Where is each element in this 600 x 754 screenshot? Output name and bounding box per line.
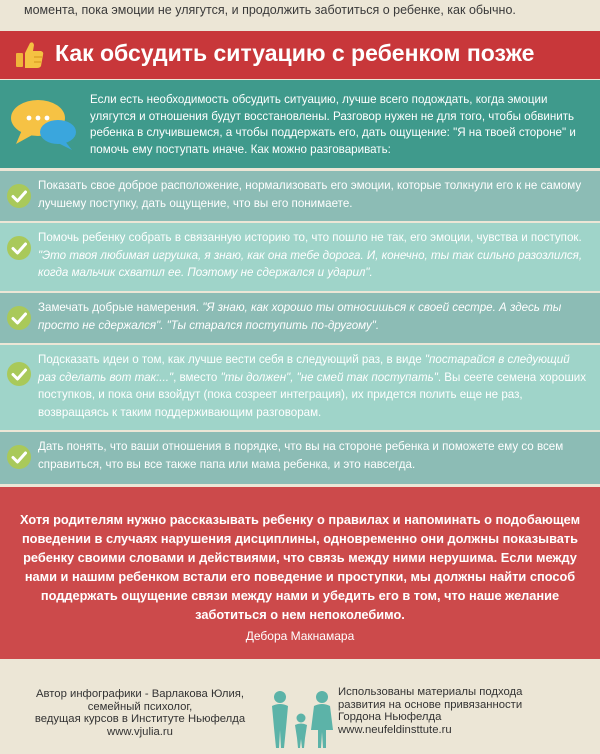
source-line: развития на основе привязанности (338, 698, 523, 711)
title-bar (0, 31, 600, 79)
author-line: Автор инфографики - Варлакова Юлия, (35, 688, 245, 700)
tip-item (0, 432, 600, 484)
source-line: Использованы материалы подхода (338, 686, 523, 698)
tip-item (0, 345, 600, 430)
tip-text (38, 438, 590, 473)
source-site-link[interactable]: www.neufeldinsttute.ru (338, 723, 452, 736)
author-line: семейный психолог, (87, 700, 193, 713)
page-title: Как обсудить ситуацию с ребенком позже (55, 40, 535, 66)
quote-section (0, 487, 600, 659)
source-credit (338, 686, 596, 736)
tip-text-regular: Подсказать идеи о том, как лучше вести себя в следующий раз, в виде (38, 353, 425, 366)
tip-text (38, 229, 590, 282)
thumbs-up-icon (14, 39, 46, 71)
tip-text-regular: Показать свое доброе расположение, нормализовать его эмоции, которые толкнули его к не самому лучшему поступку, дать ощущение, что вы его понимаете. (38, 179, 582, 210)
tip-text-regular: , вместо (173, 370, 221, 384)
tip-text-regular: Замечать добрые намерения. (38, 301, 203, 314)
intro-text: Если есть необходимость обсудить ситуацию, лучше всего подождать, когда эмоции улягутся и отношения будут восстановлены. Разговор нужен не для того, чтобы обвинить ребенка в случившемся, а чтобы поддержать его, дать ощущение: "Я на твоей стороне" и помочь ему поступать иначе. Как можно разговаривать: (90, 93, 576, 156)
quote-text: Хотя родителям нужно рассказывать ребенку о правилах и напоминать о подобающем поведении в случаях нарушения дисциплины, одновременно они должны показывать ребенку своими словами и действиями, что связь между ними нерушима. Если между нами и нашим ребенком встали его поведение и проступки, мы должны найти способ поддержать ощущение связи между нами и убедить его в том, что наше желание заботиться о нем непоколебимо. (19, 512, 581, 622)
tip-text-regular: . Вы сеете семена хороших поступков, и пока они взойдут (пока созреет интеграция), их придется полить еще не раз, возвращаясь к таким поддерживающим разговорам. (38, 370, 587, 419)
checkmark-icon (6, 183, 32, 209)
author-credit (14, 688, 266, 738)
tip-text (38, 177, 590, 212)
tip-text-italic: "постарайся в следующий раз сделать вот так:..." (38, 353, 570, 384)
quote-author: Дебора Макнамара (245, 629, 355, 643)
intro-section (0, 80, 600, 168)
tip-text-italic: "Я знаю, как хорошо ты относишься к своей сестре. А здесь ты просто не сдержался". "Ты старался поступить по-другому". (38, 301, 562, 332)
checkmark-icon (6, 235, 32, 261)
checkmark-icon (6, 444, 32, 470)
checkmark-icon (6, 361, 32, 387)
top-line-text: момента, пока эмоции не улягутся, и продолжить заботиться о ребенке, как обычно. (24, 3, 516, 17)
tip-text-regular: Дать понять, что ваши отношения в порядке, что вы на стороне ребенка и поможете ему со всем справиться, что вы все также папа или мама ребенка, и это навсегда. (38, 440, 564, 471)
tip-text-italic: "ты должен", "не смей так поступать" (220, 370, 438, 384)
author-line: ведущая курсов в Институте Ньюфелда (34, 713, 246, 725)
tip-text-italic: "Это твоя любимая игрушка, я знаю, как она тебе дорога. И, конечно, ты так сильно разозлился, когда мальчик схватил ее. Поэтому не сдержался и ударил". (38, 248, 583, 279)
tip-item (0, 293, 600, 343)
footer (0, 666, 600, 754)
tip-text-regular: Помочь ребенку собрать в связанную историю то, что пошло не так, его эмоции, чувства и поступок. (38, 231, 582, 244)
tip-item (0, 223, 600, 291)
family-icon (268, 688, 334, 750)
source-line: Гордона Ньюфелда (338, 711, 442, 723)
author-site-link[interactable]: www.vjulia.ru (107, 725, 173, 738)
tip-text (38, 299, 590, 334)
top-strip (0, 0, 600, 27)
tip-item (0, 171, 600, 221)
checkmark-icon (6, 305, 32, 331)
tip-text (38, 351, 590, 421)
speech-bubbles-icon (8, 92, 78, 154)
